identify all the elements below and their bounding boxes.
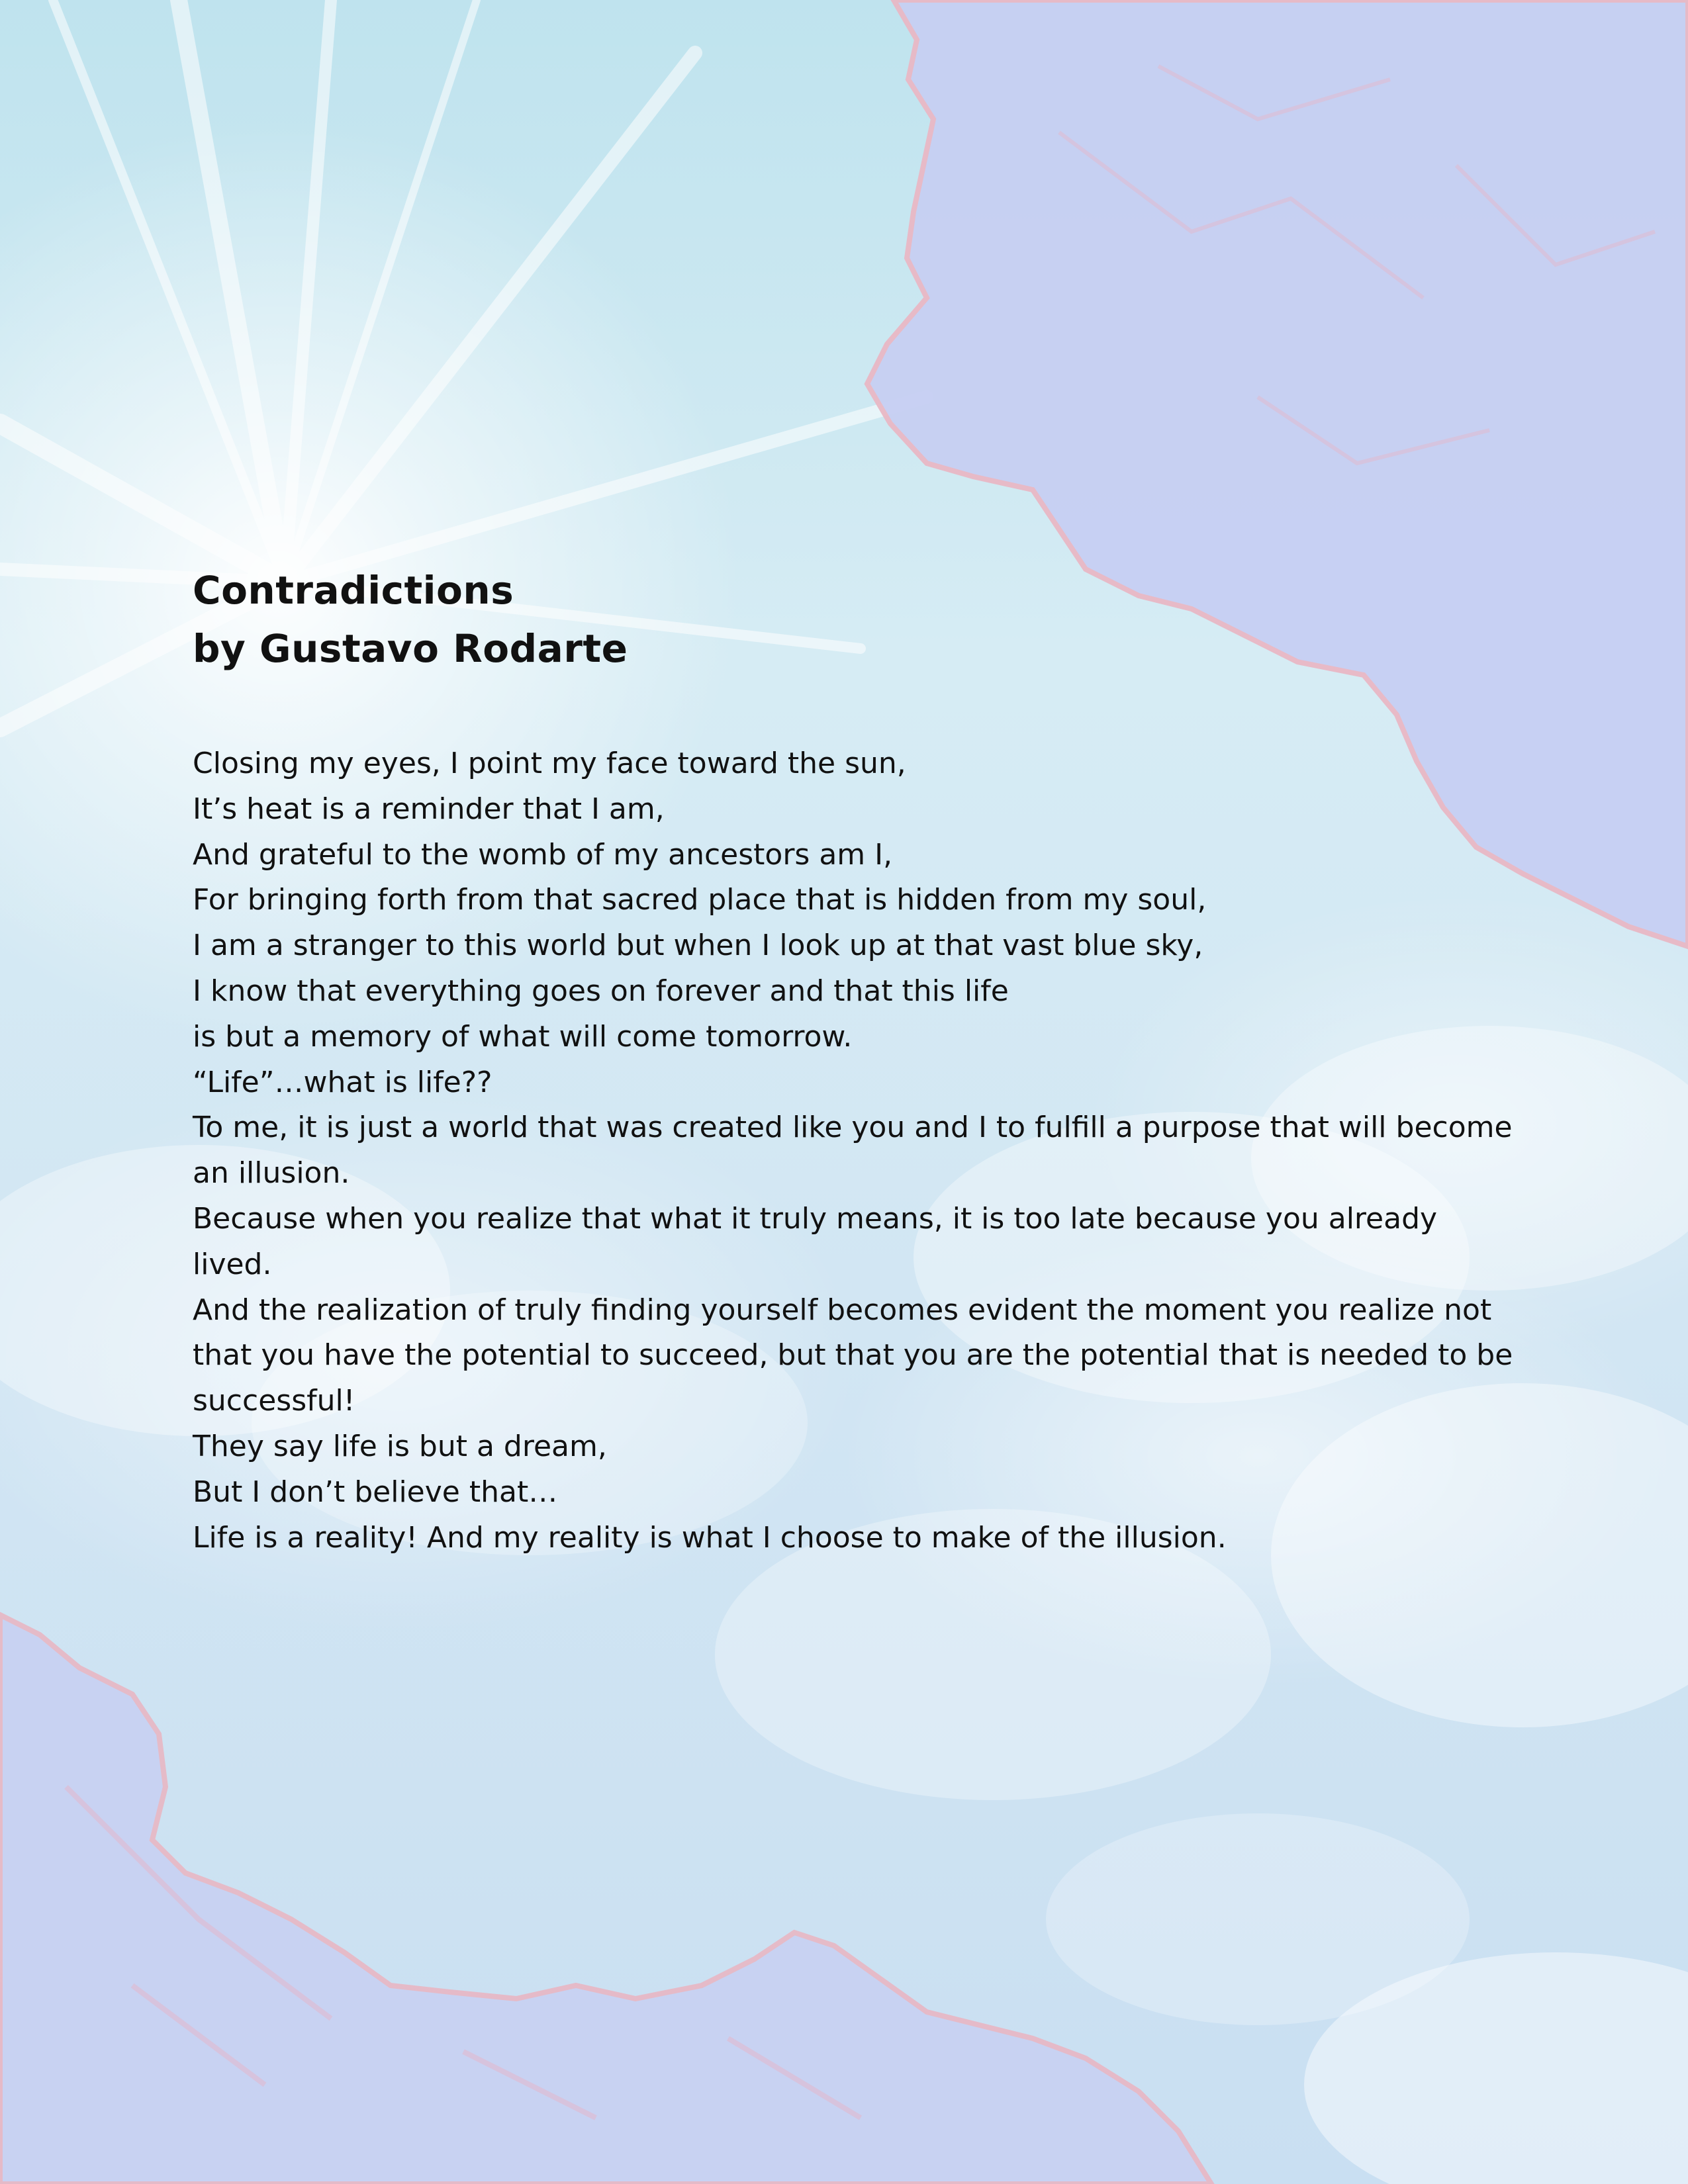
poem-line: But I don’t believe that… — [193, 1475, 558, 1509]
poem-line: And grateful to the womb of my ancestors am I, — [193, 837, 893, 872]
poem-content — [193, 561, 1517, 1561]
poem-line: Life is a reality! And my reality is what I choose to make of the illusion. — [193, 1520, 1227, 1555]
poem-line: For bringing forth from that sacred place that is hidden from my soul, — [193, 883, 1207, 917]
poem-line: Closing my eyes, I point my face toward the sun, — [193, 747, 906, 780]
poem-line: I am a stranger to this world but when I look up at that vast blue sky, — [193, 929, 1203, 963]
poem-line: I know that everything goes on forever and that this life — [193, 974, 1009, 1008]
poem-line: It’s heat is a reminder that I am, — [193, 792, 665, 826]
poem-line: And the realization of truly finding yourself becomes evident the moment you realize not that you have the potential to succeed, but that you are the potential that is needed to be successful! — [193, 1293, 1513, 1418]
poem-byline: by Gustavo Rodarte — [193, 626, 628, 671]
poem-body — [193, 741, 1517, 1561]
poem-line: is but a memory of what will come tomorrow. — [193, 1019, 853, 1054]
poem-title: Contradictions — [193, 568, 514, 613]
poem-line: “Life”…what is life?? — [193, 1065, 492, 1099]
poem-line: To me, it is just a world that was created like you and I to fulfill a purpose that will become an illusion. — [193, 1111, 1513, 1191]
poem-line: They say life is but a dream, — [193, 1429, 607, 1463]
poem-line: Because when you realize that what it truly means, it is too late because you already lived. — [193, 1201, 1438, 1281]
